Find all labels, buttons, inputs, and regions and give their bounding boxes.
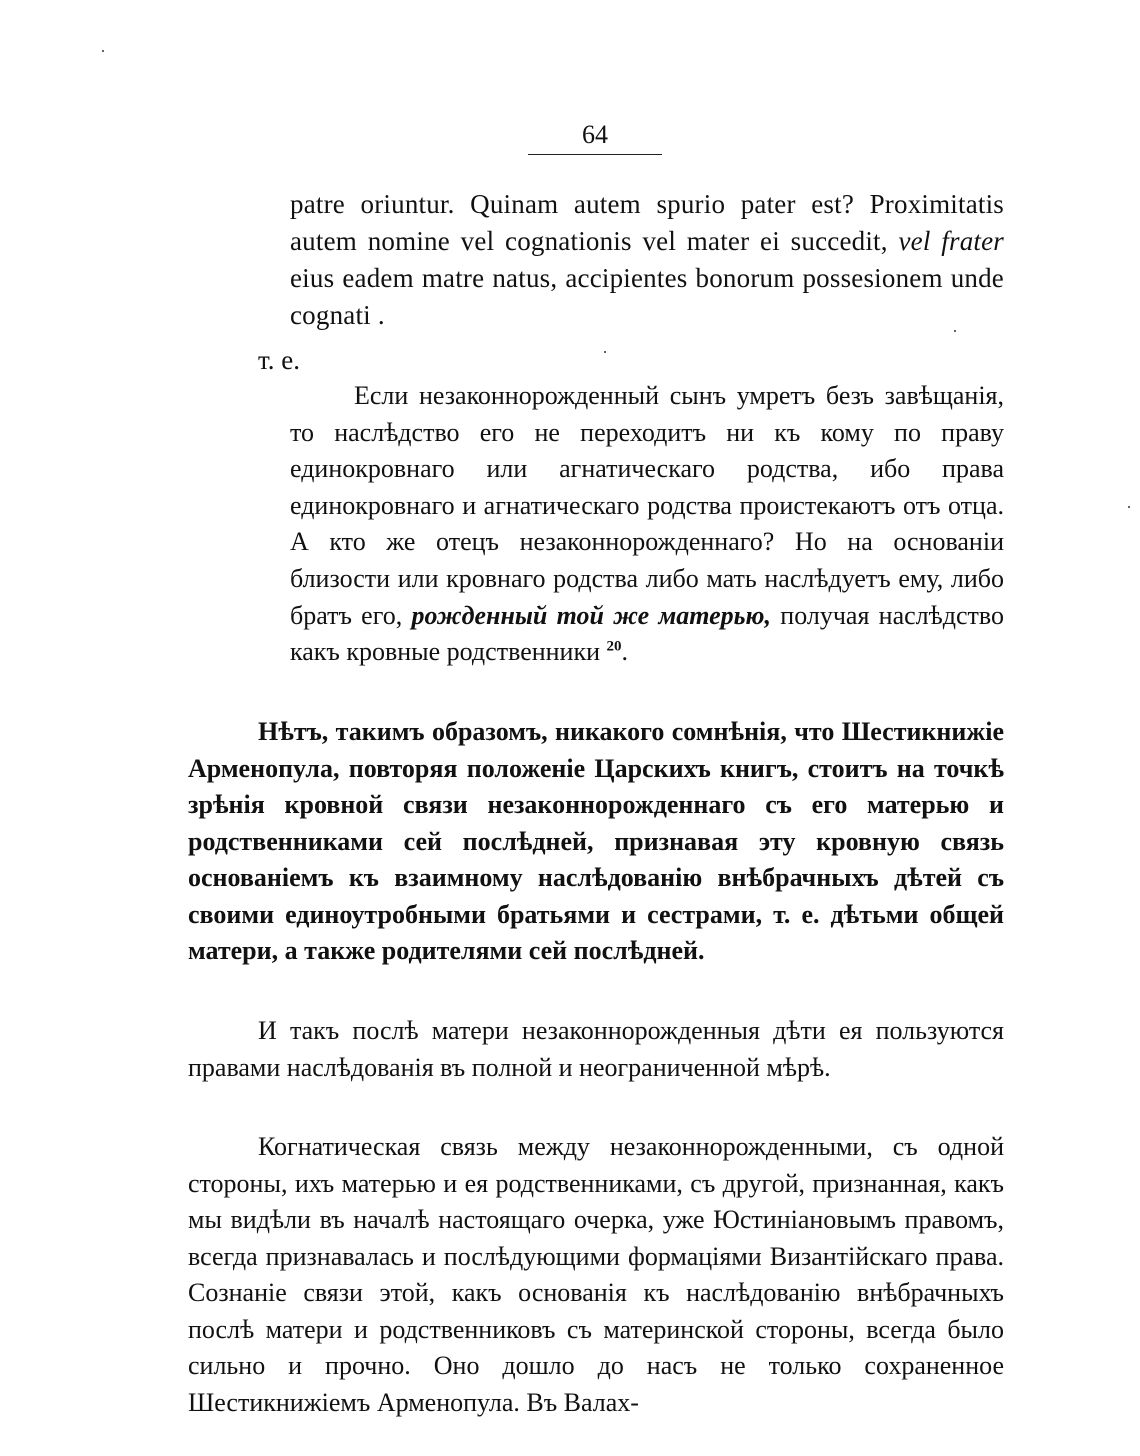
paragraph-2-text: И такъ послѣ матери незаконнорожденныя дѣти ея пользуются правами наслѣдованія въ полной и неограниченной мѣрѣ. [188,1016,1004,1082]
latin-quotation [290,186,1004,334]
russian-translation-text-3: . [621,637,629,667]
translation-label: т. е. [258,345,301,375]
russian-translation-text-2: получая наслѣдство какъ кровные родственники [290,600,1004,667]
latin-quotation-text-2: eius eadem matre natus, accipientes bonorum possesionem unde cognati . [290,263,1004,330]
scan-speck [954,330,956,332]
page-number-rule [528,154,662,155]
scan-speck [102,50,104,52]
page-number: 64 [582,120,608,149]
paragraph-3 [188,1129,1004,1421]
paragraph-1 [188,714,1004,970]
latin-quotation-text-1: patre oriuntur. Quinam autem spurio pater est? Proximitatis autem nomine vel cognationis vel mater ei succedit, [290,189,1004,256]
scan-speck [604,351,606,353]
latin-quotation-italic: vel frater [898,226,1004,256]
russian-translation [290,378,1004,671]
paragraph-2 [188,1013,1004,1086]
russian-translation-text-1: Если незаконнорожденный сынъ умретъ безъ завѣщанія, то наслѣдство его не переходитъ ни къ кому по праву единокровнаго или агнатическаго родства, ибо права единокровнаго и агнатическаго родства проистекаютъ отъ отца. А кто же отецъ незаконнорожденнаго? Но на основаніи близости или кровнаго родства либо мать наслѣдуетъ ему, либо братъ его, [290,381,1004,630]
paragraph-3-text: Когнатическая связь между незаконнорожденными, съ одной стороны, ихъ матерью и ея родственниками, съ другой, признанная, какъ мы видѣли въ началѣ настоящаго очерка, уже Юстиніановымъ правомъ, всегда признавалась и послѣдующими формаціями Византійскаго права. Сознаніе связи этой, какъ основанія къ наслѣдованію внѣбрачныхъ послѣ матери и родственниковъ съ материнской стороны, всегда было сильно и прочно. Оно дошло до насъ не только сохраненное Шестикнижіемъ Арменопула. Въ Валах- [188,1132,1004,1417]
russian-translation-italic: рожденный той же матерью, [411,600,772,630]
scan-speck [1128,506,1130,508]
paragraph-1-text: Нѣтъ, такимъ образомъ, никакого сомнѣнія, что Шестикнижіе Арменопула, повторяя положеніе Царскихъ книгъ, стоитъ на точкѣ зрѣнія кровной связи незаконнорожденнаго съ его матерью и родственниками сей послѣдней, признавая эту кровную связь основаніемъ къ взаимному наслѣдованію внѣбрачныхъ дѣтей съ своими единоутробными братьями и сестрами, т. е. дѣтьми общей матери, а также родителями сей послѣдней. [188,717,1004,965]
footnote-reference: 20 [606,638,622,655]
